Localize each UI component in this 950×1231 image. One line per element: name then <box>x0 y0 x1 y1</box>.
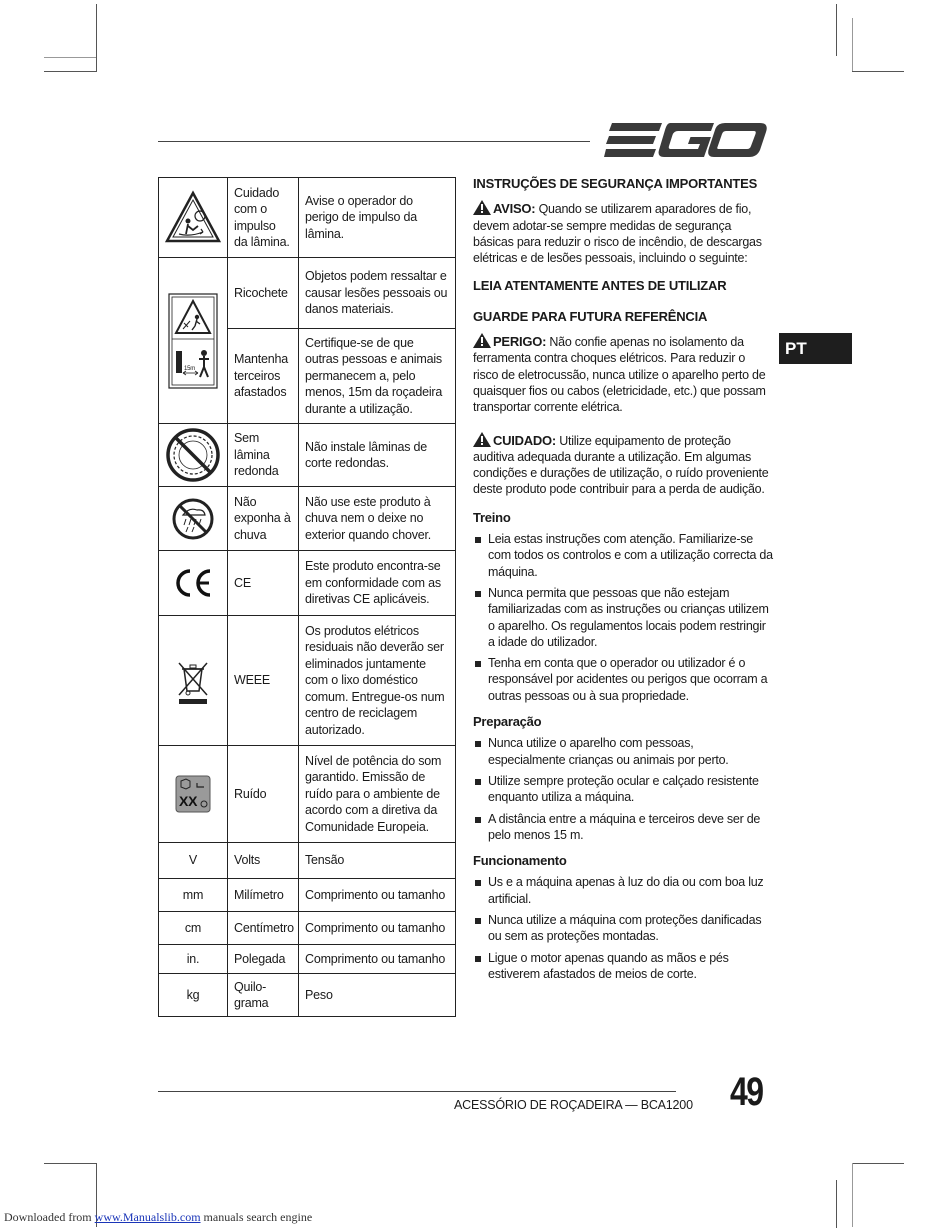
svg-text:15m: 15m <box>184 365 196 372</box>
safety-title: INSTRUÇÕES DE SEGURANÇA IMPORTANTES <box>473 176 758 191</box>
symbol-name: Não exponha à chuva <box>228 487 299 551</box>
symbol-description: Este produto encontra-se em conformidade com as diretivas CE aplicáveis. <box>299 551 456 616</box>
unit-symbol: V <box>159 843 228 879</box>
list-item: Nunca utilize o aparelho com pessoas, especialmente crianças ou animais por perto. <box>473 735 773 768</box>
table-row <box>159 912 456 945</box>
aviso-paragraph <box>473 200 773 266</box>
symbol-description: Não instale lâminas de corte redondas. <box>299 424 456 487</box>
weee-icon <box>175 657 211 705</box>
symbol-name: Cuidado com o impulso da lâmina. <box>228 178 299 258</box>
blade-thrust-warning-icon <box>165 190 221 246</box>
ce-mark-icon <box>173 568 213 598</box>
footer-title: ACESSÓRIO DE ROÇADEIRA — BCA1200 <box>454 1098 693 1112</box>
unit-symbol: cm <box>159 912 228 945</box>
table-row <box>159 746 456 843</box>
no-rain-icon <box>171 497 215 541</box>
no-round-blade-icon <box>165 427 221 483</box>
list-item: Ligue o motor apenas quando as mãos e pés estiverem afastados de meios de corte. <box>473 950 773 983</box>
symbol-description: Peso <box>299 974 456 1017</box>
list-item: Utilize sempre proteção ocular e calçado resistente enquanto utiliza a máquina. <box>473 773 773 806</box>
table-row <box>159 879 456 912</box>
crop-mark <box>852 1163 904 1164</box>
perigo-paragraph <box>473 333 773 415</box>
safety-instructions <box>473 176 773 987</box>
symbol-description: Comprimento ou tamanho <box>299 945 456 974</box>
symbol-name: Ruído <box>228 746 299 843</box>
section-list <box>473 874 773 982</box>
download-suffix: manuals search engine <box>203 1210 313 1224</box>
symbol-name: Volts <box>228 843 299 879</box>
symbol-description: Nível de potência do som garantido. Emissão de ruído para o ambiente de acordo com a diretiva da Comunidade Europeia. <box>299 746 456 843</box>
list-item: Nunca utilize a máquina com proteções danificadas ou sem as proteções montadas. <box>473 912 773 945</box>
symbol-cell <box>159 616 228 746</box>
language-tab: PT <box>779 333 852 364</box>
symbol-description: Avise o operador do perigo de impulso da lâmina. <box>299 178 456 258</box>
symbol-name: CE <box>228 551 299 616</box>
crop-mark <box>836 4 837 56</box>
symbol-name: Quilo-grama <box>228 974 299 1017</box>
table-row <box>159 258 456 329</box>
symbol-name: Centímetro <box>228 912 299 945</box>
ego-logo <box>604 120 768 160</box>
section-title: Treino <box>473 509 511 525</box>
symbol-cell <box>159 487 228 551</box>
symbol-description: Não use este produto à chuva nem o deixe no exterior quando chover. <box>299 487 456 551</box>
section-title: Funcionamento <box>473 853 567 869</box>
table-row <box>159 487 456 551</box>
crop-mark <box>836 1180 837 1228</box>
perigo-label: PERIGO: <box>493 334 547 350</box>
symbol-description: Certifique-se de que outras pessoas e animais permanecem a, pelo menos, 15m da roçadeira durante a utilização. <box>299 329 456 424</box>
symbol-name: WEEE <box>228 616 299 746</box>
symbol-name: Milímetro <box>228 879 299 912</box>
symbol-name: Sem lâmina redonda <box>228 424 299 487</box>
symbol-description: Tensão <box>299 843 456 879</box>
symbol-name: Ricochete <box>228 258 299 329</box>
symbol-description: Comprimento ou tamanho <box>299 879 456 912</box>
section-list <box>473 531 773 704</box>
keep-heading: GUARDE PARA FUTURA REFERÊNCIA <box>473 308 708 324</box>
section-title: Preparação <box>473 714 542 730</box>
list-item: Nunca permita que pessoas que não estejam familiarizadas com as instruções ou crianças utilizem o aparelho. Os regulamentos locais podem restringir a idade do utilizador. <box>473 585 773 650</box>
perigo-text: Não confie apenas no isolamento da ferramenta contra choques elétricos. Para reduzir o risco de eletrocussão, nunca utilize o aparelho perto de quaisquer fios ou cabos (eletricidade, etc.) que possam transportar corrente elétrica. <box>473 335 766 415</box>
noise-level-icon <box>175 775 211 813</box>
table-row <box>159 616 456 746</box>
crop-mark <box>44 71 96 72</box>
manualslib-link[interactable]: www.Manualslib.com <box>94 1210 201 1224</box>
table-row <box>159 178 456 258</box>
list-item: A distância entre a máquina e terceiros deve ser de pelo menos 15 m. <box>473 811 773 844</box>
crop-mark <box>852 71 904 72</box>
warning-icon <box>473 200 491 215</box>
list-item: Tenha em conta que o operador ou utilizador é o responsável por acidentes ou perigos que ocorram a outras pessoas ou à sua propriedade. <box>473 655 773 704</box>
symbol-description: Os produtos elétricos residuais não deverão ser eliminados juntamente com o lixo doméstico comum. Entregue-os num centro de reciclagem autorizado. <box>299 616 456 746</box>
warning-icon <box>473 333 491 348</box>
table-row <box>159 945 456 974</box>
symbol-name: Mantenha terceiros afastados <box>228 329 299 424</box>
crop-mark <box>44 57 96 58</box>
read-heading: LEIA ATENTAMENTE ANTES DE UTILIZAR <box>473 278 727 294</box>
symbol-description: Objetos podem ressaltar e causar lesões pessoais ou danos materiais. <box>299 258 456 329</box>
symbol-cell <box>159 178 228 258</box>
section-list <box>473 735 773 843</box>
download-prefix: Downloaded from <box>4 1210 92 1224</box>
header-rule <box>158 141 590 142</box>
unit-symbol: in. <box>159 945 228 974</box>
cuidado-label: CUIDADO: <box>493 432 556 448</box>
aviso-text: Quando se utilizarem aparadores de fio, devem adotar-se sempre medidas de segurança básicas para reduzir o risco de incêndio, de descargas elétricas e de lesões pessoais, incluindo o seguinte: <box>473 202 762 266</box>
list-item: Leia estas instruções com atenção. Familiarize-se com todos os controlos e com a utilização correcta da máquina. <box>473 531 773 580</box>
cuidado-text: Utilize equipamento de proteção auditiva adequada durante a utilização. Em algumas condições e durações de utilização, o ruído proveniente deste produto pode contribuir para a perda de audição. <box>473 433 769 497</box>
list-item: Us e a máquina apenas à luz do dia ou com boa luz artificial. <box>473 874 773 907</box>
symbol-name: Polegada <box>228 945 299 974</box>
ricochet-warning-icon <box>168 293 218 389</box>
table-row <box>159 843 456 879</box>
crop-mark <box>852 18 853 72</box>
table-row <box>159 974 456 1017</box>
symbol-cell <box>159 258 228 424</box>
download-notice <box>4 1210 312 1225</box>
unit-symbol: mm <box>159 879 228 912</box>
table-row <box>159 551 456 616</box>
footer-rule <box>158 1091 676 1092</box>
crop-mark <box>96 4 97 72</box>
page-number: 49 <box>730 1070 763 1114</box>
warning-icon <box>473 432 491 447</box>
symbol-cell <box>159 746 228 843</box>
symbol-cell <box>159 551 228 616</box>
table-row <box>159 424 456 487</box>
symbol-table <box>158 177 456 1017</box>
aviso-label: AVISO: <box>493 201 536 217</box>
crop-mark <box>852 1163 853 1227</box>
cuidado-paragraph <box>473 432 773 498</box>
svg-text:XX: XX <box>179 793 198 809</box>
unit-symbol: kg <box>159 974 228 1017</box>
symbol-description: Comprimento ou tamanho <box>299 912 456 945</box>
crop-mark <box>44 1163 96 1164</box>
symbol-cell <box>159 424 228 487</box>
